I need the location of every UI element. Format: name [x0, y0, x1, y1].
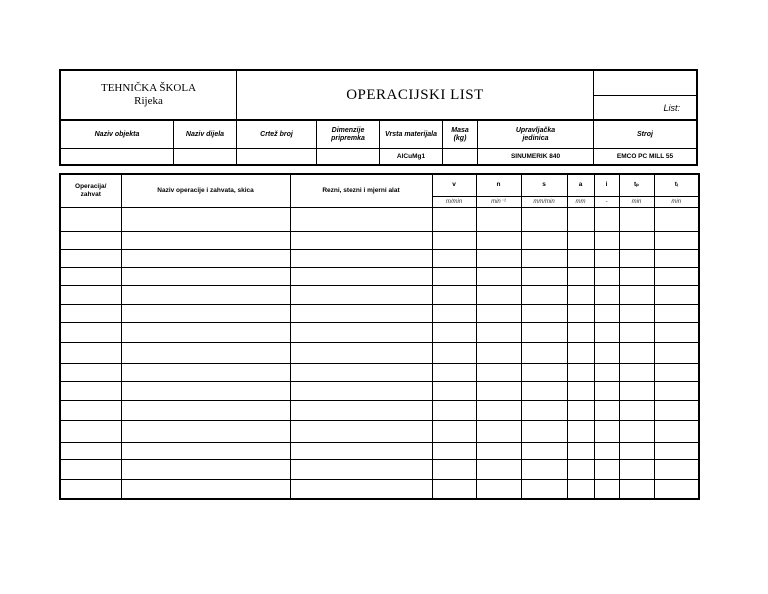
table-cell[interactable]	[290, 342, 432, 364]
table-cell[interactable]	[654, 285, 699, 305]
col-header-naziv: Naziv operacije i zahvata, skica	[121, 174, 290, 207]
table-cell[interactable]	[476, 381, 521, 401]
table-cell[interactable]	[619, 364, 654, 382]
table-cell[interactable]	[60, 401, 121, 421]
table-row	[60, 285, 699, 305]
value-naziv-objekta[interactable]	[61, 149, 173, 164]
table-cell[interactable]	[60, 323, 121, 343]
table-cell[interactable]	[476, 442, 521, 460]
table-cell[interactable]	[567, 232, 594, 250]
table-cell[interactable]	[567, 460, 594, 480]
table-row	[60, 442, 699, 460]
unit-tp: min	[619, 196, 654, 207]
table-cell[interactable]	[432, 268, 476, 286]
table-row	[60, 479, 699, 499]
table-cell[interactable]	[654, 479, 699, 499]
table-row	[60, 268, 699, 286]
col-header-v: v	[432, 174, 476, 196]
table-row	[60, 342, 699, 364]
operations-body	[60, 207, 699, 499]
table-cell[interactable]	[121, 285, 290, 305]
unit-n: min⁻¹	[476, 196, 521, 207]
table-row	[60, 232, 699, 250]
header-block	[59, 69, 698, 166]
table-cell[interactable]	[290, 479, 432, 499]
label-stroj: Stroj	[637, 130, 653, 138]
table-cell[interactable]	[121, 401, 290, 421]
table-cell[interactable]	[290, 420, 432, 442]
table-cell[interactable]	[60, 442, 121, 460]
table-cell[interactable]	[594, 249, 619, 268]
table-row	[60, 401, 699, 421]
table-cell[interactable]	[654, 249, 699, 268]
table-cell[interactable]	[290, 268, 432, 286]
table-cell[interactable]	[432, 342, 476, 364]
table-cell[interactable]	[60, 232, 121, 250]
table-cell[interactable]	[567, 249, 594, 268]
table-cell[interactable]	[290, 364, 432, 382]
table-cell[interactable]	[476, 460, 521, 480]
table-cell[interactable]	[654, 342, 699, 364]
table-cell[interactable]	[60, 342, 121, 364]
table-cell[interactable]	[619, 479, 654, 499]
table-cell[interactable]	[476, 285, 521, 305]
table-cell[interactable]	[476, 207, 521, 232]
table-cell[interactable]	[60, 305, 121, 323]
table-cell[interactable]	[432, 285, 476, 305]
table-cell[interactable]	[476, 268, 521, 286]
table-cell[interactable]	[594, 442, 619, 460]
unit-ti: min	[654, 196, 699, 207]
table-cell[interactable]	[432, 460, 476, 480]
col-header-s: s	[521, 174, 567, 196]
value-vrsta-materijala[interactable]: AlCuMg1	[396, 153, 426, 160]
table-cell[interactable]	[567, 268, 594, 286]
table-cell[interactable]	[654, 364, 699, 382]
table-cell[interactable]	[619, 460, 654, 480]
table-cell[interactable]	[521, 460, 567, 480]
table-cell[interactable]	[476, 420, 521, 442]
table-cell[interactable]	[432, 305, 476, 323]
label-masa: Masa (kg)	[451, 126, 469, 142]
table-cell[interactable]	[654, 207, 699, 232]
table-cell[interactable]	[654, 305, 699, 323]
table-cell[interactable]	[521, 268, 567, 286]
table-cell[interactable]	[521, 285, 567, 305]
label-naziv-dijela: Naziv dijela	[185, 130, 225, 138]
table-cell[interactable]	[567, 364, 594, 382]
table-cell[interactable]	[476, 479, 521, 499]
table-cell[interactable]	[567, 323, 594, 343]
value-dimenzije[interactable]	[317, 149, 379, 164]
table-cell[interactable]	[654, 323, 699, 343]
table-cell[interactable]	[521, 364, 567, 382]
table-cell[interactable]	[432, 323, 476, 343]
table-cell[interactable]	[290, 381, 432, 401]
table-row	[60, 323, 699, 343]
table-cell[interactable]	[121, 207, 290, 232]
table-cell[interactable]	[121, 364, 290, 382]
value-crtez-broj[interactable]	[237, 149, 316, 164]
table-cell[interactable]	[567, 207, 594, 232]
unit-i: -	[594, 196, 619, 207]
table-cell[interactable]	[594, 323, 619, 343]
table-cell[interactable]	[567, 442, 594, 460]
table-cell[interactable]	[121, 460, 290, 480]
table-cell[interactable]	[121, 323, 290, 343]
table-cell[interactable]	[432, 401, 476, 421]
table-cell[interactable]	[476, 401, 521, 421]
table-cell[interactable]	[619, 401, 654, 421]
label-naziv-objekta: Naziv objekta	[94, 130, 140, 138]
table-cell[interactable]	[619, 442, 654, 460]
table-cell[interactable]	[521, 381, 567, 401]
table-cell[interactable]	[432, 249, 476, 268]
col-header-alat: Rezni, stezni i mjerni alat	[290, 174, 432, 207]
table-cell[interactable]	[594, 342, 619, 364]
table-cell[interactable]	[60, 364, 121, 382]
table-cell[interactable]	[521, 342, 567, 364]
table-cell[interactable]	[290, 285, 432, 305]
value-upravljacka[interactable]: SINUMERIK 840	[510, 153, 561, 160]
table-cell[interactable]	[521, 249, 567, 268]
table-cell[interactable]	[476, 342, 521, 364]
table-cell[interactable]	[594, 305, 619, 323]
table-row	[60, 249, 699, 268]
table-cell[interactable]	[567, 342, 594, 364]
table-cell[interactable]	[654, 232, 699, 250]
table-cell[interactable]	[567, 285, 594, 305]
table-cell[interactable]	[619, 305, 654, 323]
table-cell[interactable]	[619, 420, 654, 442]
table-cell[interactable]	[521, 401, 567, 421]
table-cell[interactable]	[476, 305, 521, 323]
col-header-i: i	[594, 174, 619, 196]
table-cell[interactable]	[290, 442, 432, 460]
table-cell[interactable]	[60, 268, 121, 286]
table-cell[interactable]	[60, 285, 121, 305]
table-cell[interactable]	[121, 381, 290, 401]
table-cell[interactable]	[594, 364, 619, 382]
table-cell[interactable]	[521, 232, 567, 250]
table-cell[interactable]	[594, 232, 619, 250]
label-upravljacka: Upravljačka jedinica	[515, 126, 556, 142]
table-cell[interactable]	[567, 479, 594, 499]
table-cell[interactable]	[594, 381, 619, 401]
value-masa[interactable]	[443, 149, 477, 164]
table-row	[60, 381, 699, 401]
list-label: List:	[663, 102, 680, 113]
table-cell[interactable]	[654, 460, 699, 480]
table-cell[interactable]	[60, 381, 121, 401]
table-cell[interactable]	[60, 207, 121, 232]
col-header-n: n	[476, 174, 521, 196]
table-cell[interactable]	[521, 479, 567, 499]
unit-v: m/min	[432, 196, 476, 207]
table-cell[interactable]	[290, 305, 432, 323]
label-dimenzije: Dimenzije pripremka	[331, 126, 365, 142]
table-cell[interactable]	[521, 305, 567, 323]
table-cell[interactable]	[121, 249, 290, 268]
table-cell[interactable]	[619, 342, 654, 364]
table-cell[interactable]	[121, 479, 290, 499]
table-cell[interactable]	[476, 323, 521, 343]
table-cell[interactable]	[654, 401, 699, 421]
table-cell[interactable]	[432, 364, 476, 382]
table-cell[interactable]	[521, 442, 567, 460]
table-cell[interactable]	[290, 232, 432, 250]
table-cell[interactable]	[567, 420, 594, 442]
table-cell[interactable]	[121, 305, 290, 323]
school-name: TEHNIČKA ŠKOLA	[100, 82, 197, 94]
table-cell[interactable]	[567, 305, 594, 323]
value-naziv-dijela[interactable]	[174, 149, 236, 164]
col-header-ti: tᵢ	[654, 174, 699, 196]
col-header-operacija: Operacija/ zahvat	[60, 174, 121, 207]
value-stroj[interactable]: EMCO PC MILL 55	[616, 153, 674, 160]
table-cell[interactable]	[654, 442, 699, 460]
table-cell[interactable]	[432, 420, 476, 442]
table-cell[interactable]	[654, 381, 699, 401]
table-cell[interactable]	[432, 232, 476, 250]
table-cell[interactable]	[476, 249, 521, 268]
table-cell[interactable]	[60, 249, 121, 268]
table-cell[interactable]	[60, 420, 121, 442]
table-row	[60, 305, 699, 323]
table-cell[interactable]	[654, 420, 699, 442]
table-cell[interactable]	[594, 401, 619, 421]
table-cell[interactable]	[121, 442, 290, 460]
table-cell[interactable]	[619, 207, 654, 232]
table-cell[interactable]	[290, 323, 432, 343]
operations-table	[59, 173, 700, 500]
table-cell[interactable]	[594, 479, 619, 499]
table-cell[interactable]	[121, 420, 290, 442]
table-cell[interactable]	[432, 381, 476, 401]
col-header-a: a	[567, 174, 594, 196]
label-vrsta-materijala: Vrsta materijala	[384, 130, 437, 138]
document-title: OPERACIJSKI LIST	[346, 86, 484, 103]
table-cell[interactable]	[290, 460, 432, 480]
col-header-tp: tₚ	[619, 174, 654, 196]
table-cell[interactable]	[60, 460, 121, 480]
table-row	[60, 460, 699, 480]
table-cell[interactable]	[594, 207, 619, 232]
table-row	[60, 420, 699, 442]
table-cell[interactable]	[121, 268, 290, 286]
table-cell[interactable]	[432, 207, 476, 232]
table-cell[interactable]	[60, 479, 121, 499]
table-row	[60, 207, 699, 232]
table-cell[interactable]	[594, 460, 619, 480]
table-cell[interactable]	[432, 442, 476, 460]
table-cell[interactable]	[567, 381, 594, 401]
table-cell[interactable]	[521, 323, 567, 343]
label-crtez-broj: Crtež broj	[260, 130, 293, 138]
table-cell[interactable]	[121, 232, 290, 250]
table-cell[interactable]	[594, 268, 619, 286]
table-cell[interactable]	[619, 232, 654, 250]
table-cell[interactable]	[619, 268, 654, 286]
table-cell[interactable]	[619, 381, 654, 401]
school-info	[61, 71, 236, 119]
table-cell[interactable]	[521, 420, 567, 442]
table-cell[interactable]	[290, 249, 432, 268]
table-cell[interactable]	[567, 401, 594, 421]
table-cell[interactable]	[619, 285, 654, 305]
table-cell[interactable]	[521, 207, 567, 232]
school-city: Rijeka	[134, 95, 163, 107]
unit-s: mm/min	[521, 196, 567, 207]
table-cell[interactable]	[594, 420, 619, 442]
table-cell[interactable]	[290, 401, 432, 421]
table-cell[interactable]	[476, 364, 521, 382]
table-cell[interactable]	[619, 323, 654, 343]
table-cell[interactable]	[476, 232, 521, 250]
unit-a: mm	[567, 196, 594, 207]
table-cell[interactable]	[654, 268, 699, 286]
column-header-row	[60, 174, 699, 196]
table-cell[interactable]	[432, 479, 476, 499]
table-cell[interactable]	[121, 342, 290, 364]
table-row	[60, 364, 699, 382]
table-cell[interactable]	[594, 285, 619, 305]
table-cell[interactable]	[619, 249, 654, 268]
table-cell[interactable]	[290, 207, 432, 232]
